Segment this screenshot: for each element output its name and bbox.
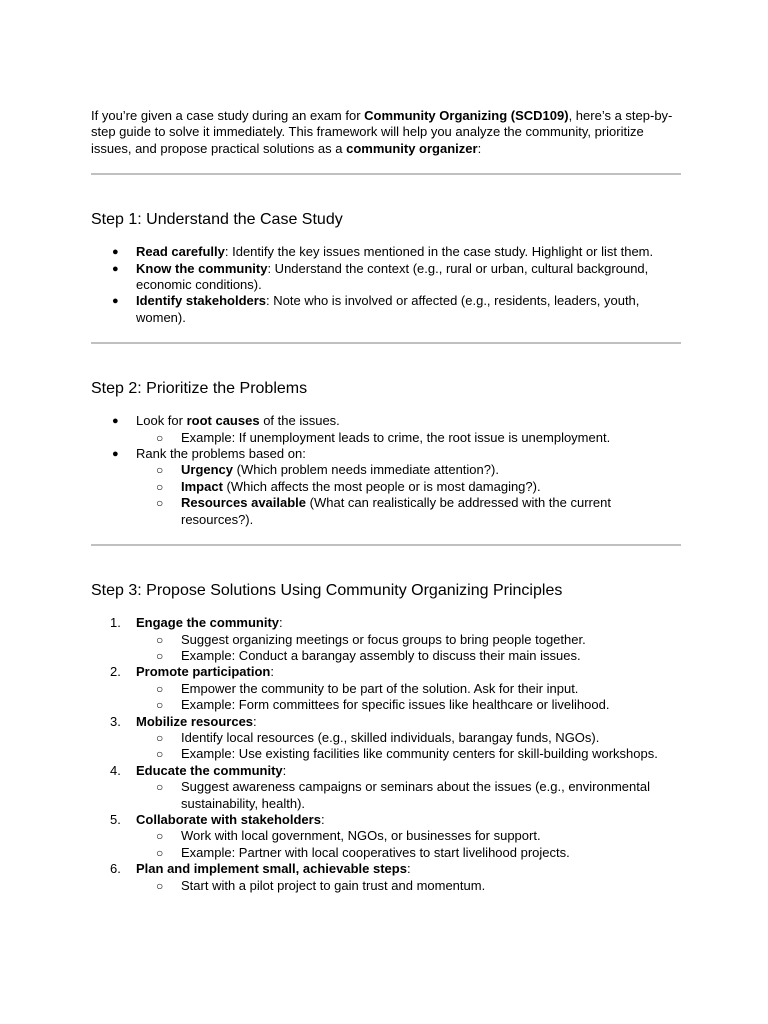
numbered-item	[91, 615, 681, 664]
item-text: :	[270, 664, 274, 680]
item-number: 6.	[110, 861, 121, 877]
step2-list	[91, 413, 681, 528]
item-text: : Note who is involved or affected (e.g., residents, leaders, youth, women).	[136, 293, 640, 325]
circle-bullet-icon: ○	[156, 463, 164, 478]
circle-bullet-icon: ○	[156, 780, 164, 795]
circle-bullet-icon: ○	[156, 648, 164, 663]
bullet-icon: ●	[112, 415, 119, 428]
intro-role: community organizer	[346, 140, 478, 156]
step3-heading: Step 3: Propose Solutions Using Community Organizing Principles	[91, 582, 563, 600]
item-text: :	[320, 811, 325, 827]
list-item	[91, 261, 681, 294]
sub-item-text: Example: Use existing facilities like community centers for skill-building workshops.	[181, 746, 658, 762]
bullet-icon: ●	[112, 246, 119, 259]
sub-list	[136, 632, 681, 665]
item-term: Know the community	[136, 260, 268, 276]
item-text: :	[253, 713, 257, 729]
intro-text: , here’s a step-by-step guide to solve it immediately. This framework will help you analyze the community, prioritize issues, and propose practical solutions as a	[91, 108, 673, 156]
item-number: 3.	[110, 713, 121, 729]
sub-list	[136, 779, 681, 812]
circle-bullet-icon: ○	[156, 747, 164, 762]
sub-list	[136, 828, 681, 861]
sub-item-text: Empower the community to be part of the solution. Ask for their input.	[181, 680, 579, 696]
divider	[91, 173, 681, 175]
sub-item-text: Example: Form committees for specific issues like healthcare or livelihood.	[181, 697, 610, 713]
numbered-item	[91, 664, 681, 713]
item-text: : Identify the key issues mentioned in the case study. Highlight or list them.	[224, 244, 654, 260]
sub-item-text: Start with a pilot project to gain trust and momentum.	[181, 877, 486, 893]
bullet-icon: ●	[112, 448, 119, 461]
item-text: :	[279, 615, 283, 631]
sub-item	[136, 779, 681, 812]
bullet-icon: ●	[112, 262, 119, 275]
document-page	[91, 108, 681, 894]
sub-item	[136, 845, 681, 861]
item-text: Rank the problems based on:	[136, 446, 306, 462]
sub-list	[136, 462, 681, 528]
circle-bullet-icon: ○	[156, 730, 164, 745]
item-term: Plan and implement small, achievable steps	[136, 861, 407, 877]
numbered-item	[91, 812, 681, 861]
item-number: 1.	[110, 615, 121, 631]
item-term: Educate the community	[136, 762, 283, 778]
list-item	[91, 446, 681, 528]
sub-item	[136, 430, 681, 446]
item-term: Engage the community	[136, 615, 280, 631]
intro-text: If you’re given a case study during an exam for	[91, 108, 365, 123]
circle-bullet-icon: ○	[156, 632, 164, 647]
item-text: :	[406, 861, 411, 877]
sub-item-term: Urgency	[181, 462, 234, 478]
circle-bullet-icon: ○	[156, 430, 164, 445]
numbered-item	[91, 714, 681, 763]
divider	[91, 342, 681, 344]
sub-item-text: Work with local government, NGOs, or businesses for support.	[181, 828, 541, 844]
intro-course-name: Community Organizing (SCD109)	[364, 108, 569, 123]
sub-item-text: Example: Partner with local cooperatives to start livelihood projects.	[181, 844, 570, 860]
numbered-item	[91, 861, 681, 894]
circle-bullet-icon: ○	[156, 845, 164, 860]
sub-item-text: Suggest organizing meetings or focus groups to bring people together.	[181, 631, 586, 647]
circle-bullet-icon: ○	[156, 681, 164, 696]
item-term: Identify stakeholders	[136, 293, 267, 309]
sub-item	[136, 648, 681, 664]
item-term: Mobilize resources	[136, 713, 254, 729]
circle-bullet-icon: ○	[156, 496, 164, 511]
item-term: root causes	[186, 413, 260, 429]
sub-item	[136, 828, 681, 844]
intro-text: :	[477, 140, 482, 156]
item-term: Collaborate with stakeholders	[136, 811, 321, 827]
sub-list	[136, 730, 681, 763]
circle-bullet-icon: ○	[156, 829, 164, 844]
circle-bullet-icon: ○	[156, 698, 164, 713]
list-item	[91, 413, 681, 446]
circle-bullet-icon: ○	[156, 479, 164, 494]
step2-heading: Step 2: Prioritize the Problems	[91, 380, 308, 398]
step1-heading: Step 1: Understand the Case Study	[91, 211, 343, 229]
sub-item-text: (Which problem needs immediate attention?).	[233, 462, 499, 478]
circle-bullet-icon: ○	[156, 878, 164, 893]
sub-item	[136, 746, 681, 762]
sub-item-text: Identify local resources (e.g., skilled individuals, barangay funds, NGOs).	[181, 729, 600, 745]
sub-list	[136, 430, 681, 446]
sub-item	[136, 878, 681, 894]
intro-paragraph	[91, 108, 681, 157]
sub-item	[136, 730, 681, 746]
item-text: :	[282, 762, 287, 778]
bullet-icon: ●	[112, 295, 119, 308]
sub-item-term: Resources available	[181, 495, 307, 511]
item-term: Promote participation	[136, 664, 271, 680]
sub-item-text: Suggest awareness campaigns or seminars about the issues (e.g., environmental sustainability, health).	[181, 779, 650, 811]
sub-item	[136, 697, 681, 713]
sub-list	[136, 878, 681, 894]
item-term: Read carefully	[136, 244, 225, 260]
item-number: 4.	[110, 762, 121, 778]
item-text: Look for	[136, 413, 187, 429]
sub-item	[136, 632, 681, 648]
sub-item	[136, 681, 681, 697]
item-number: 5.	[110, 811, 121, 827]
item-text: of the issues.	[259, 413, 340, 429]
list-item	[91, 293, 681, 326]
sub-item-text: (What can realistically be addressed with the current resources?).	[181, 495, 611, 527]
divider	[91, 544, 681, 546]
list-item	[91, 244, 681, 260]
item-text: : Understand the context (e.g., rural or urban, cultural background, economic conditions).	[136, 260, 649, 293]
sub-item-text: (Which affects the most people or is most damaging?).	[222, 478, 541, 494]
sub-item-term: Impact	[181, 478, 223, 494]
sub-item	[136, 495, 681, 528]
step1-list	[91, 244, 681, 326]
sub-item-text: Example: Conduct a barangay assembly to discuss their main issues.	[181, 647, 581, 663]
sub-item	[136, 479, 681, 495]
sub-list	[136, 681, 681, 714]
sub-item-text: Example: If unemployment leads to crime, the root issue is unemployment.	[181, 429, 611, 445]
step3-list	[91, 615, 681, 894]
sub-item	[136, 462, 681, 478]
numbered-item	[91, 763, 681, 812]
item-number: 2.	[110, 664, 121, 680]
